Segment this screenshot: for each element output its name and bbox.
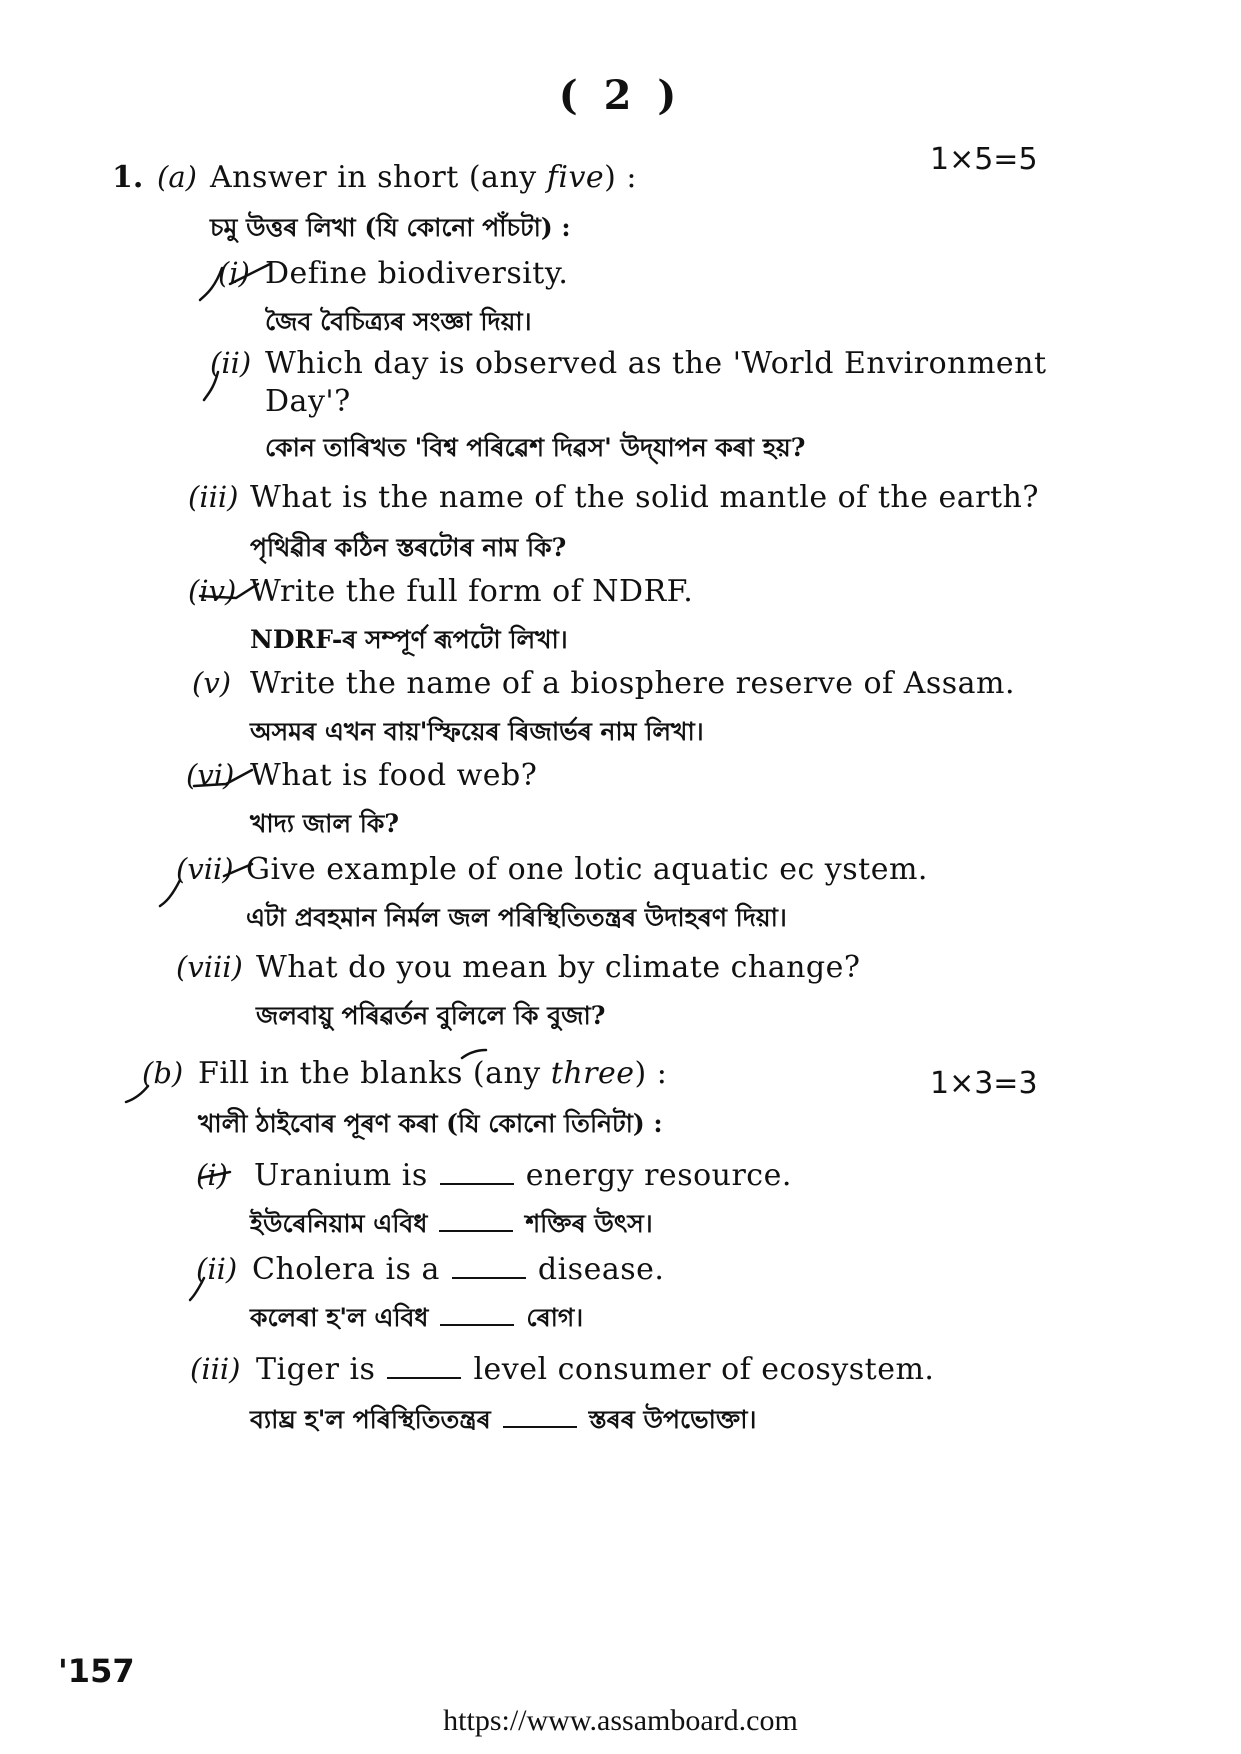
part-b-label: (b) <box>142 1056 184 1090</box>
question-text: Define biodiversity. <box>265 256 569 291</box>
item-number: (i) <box>196 1158 228 1192</box>
part-b-instruction-assamese: খালী ঠাইবোৰ পূৰণ কৰা (যি কোনো তিনিটা) : <box>198 1109 663 1138</box>
part-a-instruction-assamese: চমু উত্তৰ লিখা (যি কোনো পাঁচটা) : <box>210 213 571 242</box>
blank <box>503 1425 577 1428</box>
item-number: (iv) <box>188 574 237 608</box>
blank <box>440 1182 514 1185</box>
item-number: (iii) <box>190 1352 241 1386</box>
question-text: Give example of one lotic aquatic ec ystem. <box>246 852 928 887</box>
page-number: ( 2 ) <box>558 72 683 119</box>
fill-blank-question: Cholera is a disease. <box>252 1252 665 1287</box>
item-number: (ii) <box>210 346 252 380</box>
question-text-assamese: জলবায়ু পৰিৱৰ্তন বুলিলে কি বুজা? <box>256 1001 606 1030</box>
question-text: What is the name of the solid mantle of the earth? <box>250 480 1039 515</box>
question-text-assamese: পৃথিৱীৰ কঠিন স্তৰটোৰ নাম কি? <box>250 533 567 562</box>
question-text-assamese: অসমৰ এখন বায়'স্ফিয়েৰ ৰিজাৰ্ভৰ নাম লিখা। <box>250 717 704 746</box>
question-text: Write the full form of NDRF. <box>250 574 694 609</box>
fill-blank-question-assamese: ব্যাঘ্ৰ হ'ল পৰিস্থিতিতন্ত্ৰৰ স্তৰৰ উপভোক্তা। <box>250 1405 757 1434</box>
paper-code: '157 <box>58 1652 135 1690</box>
question-text-assamese: খাদ্য জাল কি? <box>250 809 399 838</box>
question-text-assamese: এটা প্ৰবহমান নিৰ্মল জল পৰিস্থিতিতন্ত্ৰৰ উদাহৰণ দিয়া। <box>246 903 787 932</box>
website-url: https://www.assamboard.com <box>443 1704 798 1737</box>
question-text: Which day is observed as the 'World Environment <box>265 346 1047 381</box>
part-a-instruction: Answer in short (any five) : <box>210 160 638 195</box>
fill-blank-question-assamese: কলেৰা হ'ল এবিধ ৰোগ। <box>250 1303 584 1332</box>
fill-blank-question: Tiger is level consumer of ecosystem. <box>256 1352 935 1387</box>
item-number: (ii) <box>196 1252 238 1286</box>
item-number: (vii) <box>176 852 234 886</box>
question-text-assamese: কোন তাৰিখত 'বিশ্ব পৰিৱেশ দিৱস' উদ্‌যাপন কৰা হয়? <box>265 433 806 462</box>
question-text: What do you mean by climate change? <box>256 950 861 985</box>
blank <box>387 1376 461 1379</box>
question-text-continued: Day'? <box>265 384 351 419</box>
part-a-marks: 1×5=5 <box>930 142 1038 177</box>
blank <box>439 1229 513 1232</box>
item-number: (vi) <box>186 758 235 792</box>
item-number: (v) <box>192 666 232 700</box>
question-text-assamese: NDRF-ৰ সম্পূৰ্ণ ৰূপটো লিখা। <box>250 625 568 654</box>
fill-blank-question-assamese: ইউৰেনিয়াম এবিধ শক্তিৰ উৎস। <box>250 1209 653 1238</box>
question-text-assamese: জৈব বৈচিত্র্যৰ সংজ্ঞা দিয়া। <box>265 307 532 336</box>
part-a-label: (a) <box>157 160 197 194</box>
part-b-marks: 1×3=3 <box>930 1066 1038 1101</box>
item-number: (iii) <box>188 480 239 514</box>
blank <box>452 1276 526 1279</box>
question-text: What is food web? <box>250 758 538 793</box>
question-number: 1. <box>112 160 144 195</box>
fill-blank-question: Uranium is energy resource. <box>254 1158 792 1193</box>
item-number: (viii) <box>176 950 243 984</box>
question-text: Write the name of a biosphere reserve of Assam. <box>250 666 1016 701</box>
blank <box>440 1323 514 1326</box>
part-b-instruction: Fill in the blanks (any three) : <box>198 1056 668 1091</box>
item-number: (i) <box>218 256 250 290</box>
